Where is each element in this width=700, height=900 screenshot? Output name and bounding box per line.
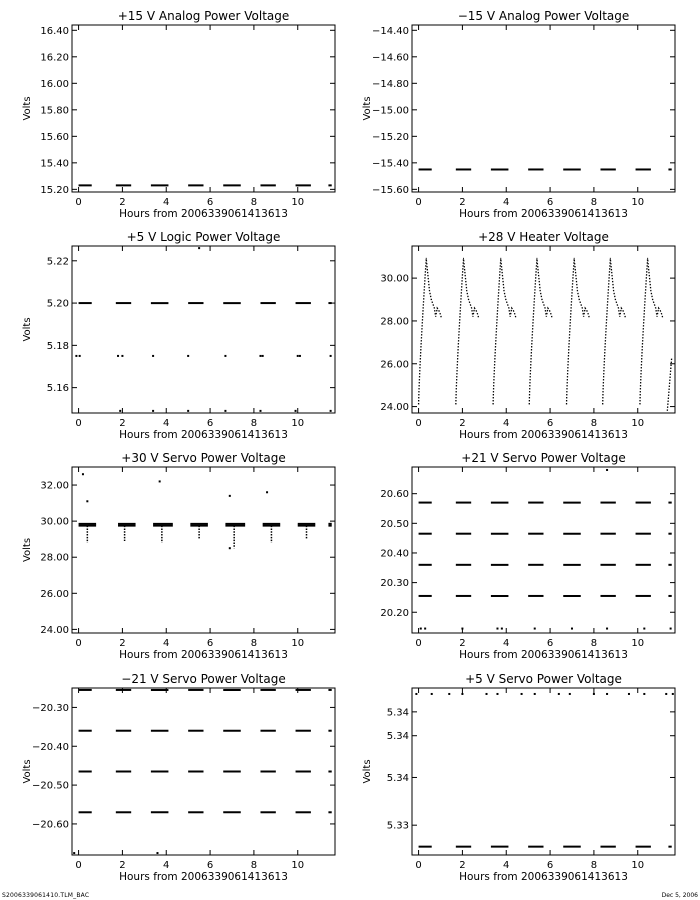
x-tick-label: 4 bbox=[163, 418, 170, 429]
chart-title: −15 V Analog Power Voltage bbox=[457, 9, 630, 23]
outlier-point bbox=[86, 500, 88, 502]
data-series bbox=[79, 473, 332, 549]
x-tick-label: 2 bbox=[459, 638, 466, 649]
x-tick-label: 2 bbox=[119, 860, 126, 871]
outlier-point bbox=[152, 355, 154, 357]
outlier-point bbox=[330, 410, 332, 412]
chart-panel-6 bbox=[380, 451, 675, 661]
y-tick-label: 15.80 bbox=[40, 105, 69, 117]
x-tick-label: 0 bbox=[75, 197, 82, 208]
outlier-point bbox=[82, 473, 84, 475]
chart-title: +30 V Servo Power Voltage bbox=[121, 451, 286, 465]
x-tick-label: 2 bbox=[459, 197, 466, 208]
x-tick-label: 6 bbox=[546, 860, 554, 871]
outlier-point bbox=[259, 410, 261, 412]
x-tick-label: 6 bbox=[546, 638, 554, 649]
outlier-point bbox=[606, 693, 608, 695]
chart-title: +5 V Servo Power Voltage bbox=[465, 672, 622, 686]
outlier-point bbox=[266, 491, 268, 493]
x-tick-label: 10 bbox=[631, 638, 645, 649]
outlier-point bbox=[558, 693, 560, 695]
plot-frame bbox=[72, 25, 335, 192]
x-tick-label: 10 bbox=[631, 197, 645, 208]
x-tick-label: 6 bbox=[206, 418, 214, 429]
footer-date: Dec 5, 2006 bbox=[661, 892, 698, 899]
y-tick-label: 5.18 bbox=[46, 340, 69, 352]
chart-panel-5 bbox=[22, 451, 335, 661]
outlier-point bbox=[187, 355, 189, 357]
y-tick-label: 32.00 bbox=[40, 480, 69, 492]
x-axis-label: Hours from 2006339061413613 bbox=[459, 429, 628, 441]
chart-panel-3 bbox=[22, 230, 335, 441]
outlier-point bbox=[571, 628, 573, 630]
y-tick-label: 30.00 bbox=[40, 516, 69, 528]
x-tick-label: 0 bbox=[75, 418, 82, 429]
chart-title: +15 V Analog Power Voltage bbox=[117, 9, 290, 23]
outlier-point bbox=[643, 628, 645, 630]
outlier-point bbox=[73, 852, 75, 854]
x-tick-label: 2 bbox=[119, 638, 126, 649]
x-tick-label: 2 bbox=[459, 418, 466, 429]
data-series bbox=[419, 258, 672, 411]
outlier-point bbox=[229, 495, 231, 497]
plot-frame bbox=[412, 467, 675, 633]
x-axis-label: Hours from 2006339061413613 bbox=[459, 649, 628, 661]
x-tick-label: 10 bbox=[631, 418, 645, 429]
y-tick-label: 5.22 bbox=[46, 256, 69, 268]
outlier-point bbox=[299, 355, 301, 357]
outlier-point bbox=[461, 628, 463, 630]
outlier-point bbox=[534, 628, 536, 630]
x-axis-label: Hours from 2006339061413613 bbox=[119, 429, 288, 441]
y-axis-label: Volts bbox=[362, 759, 373, 784]
x-tick-label: 10 bbox=[291, 197, 305, 208]
x-axis-label: Hours from 2006339061413613 bbox=[119, 649, 288, 661]
chart-title: +28 V Heater Voltage bbox=[478, 230, 609, 244]
outlier-point bbox=[330, 355, 332, 357]
outlier-point bbox=[670, 628, 672, 630]
data-series bbox=[75, 247, 331, 412]
y-tick-label: 20.40 bbox=[380, 548, 409, 560]
x-tick-label: 10 bbox=[291, 418, 305, 429]
chart-title: +5 V Logic Power Voltage bbox=[126, 230, 281, 244]
y-tick-label: 16.00 bbox=[40, 78, 69, 90]
x-tick-label: 0 bbox=[415, 638, 422, 649]
outlier-point bbox=[159, 480, 161, 482]
plot-frame bbox=[412, 25, 675, 192]
outlier-point bbox=[187, 410, 189, 412]
outlier-point bbox=[224, 410, 226, 412]
y-tick-label: 16.20 bbox=[40, 52, 69, 64]
plot-frame bbox=[72, 246, 335, 413]
x-axis-label: Hours from 2006339061413613 bbox=[119, 871, 288, 883]
y-tick-label: 28.00 bbox=[380, 316, 409, 328]
x-tick-label: 2 bbox=[119, 418, 126, 429]
outlier-point bbox=[262, 355, 264, 357]
y-tick-label: 30.00 bbox=[380, 273, 409, 285]
x-tick-label: 6 bbox=[206, 860, 214, 871]
outlier-point bbox=[628, 693, 630, 695]
y-tick-label: −15.20 bbox=[371, 131, 409, 143]
outlier-point bbox=[297, 355, 299, 357]
x-tick-label: 2 bbox=[119, 197, 126, 208]
y-axis-label: Volts bbox=[22, 96, 33, 121]
y-axis-label: Volts bbox=[22, 317, 33, 342]
y-tick-label: 16.40 bbox=[40, 25, 69, 37]
outlier-point bbox=[75, 355, 77, 357]
y-tick-label: −15.00 bbox=[371, 105, 409, 117]
heater-cycle-line bbox=[493, 259, 516, 405]
heater-end-ramp bbox=[667, 357, 671, 411]
outlier-point bbox=[643, 693, 645, 695]
x-tick-label: 6 bbox=[206, 638, 214, 649]
heater-cycle-line bbox=[419, 259, 442, 405]
x-tick-label: 4 bbox=[503, 418, 510, 429]
chart-panel-1 bbox=[22, 9, 335, 220]
y-tick-label: 24.00 bbox=[380, 402, 409, 414]
y-tick-label: 5.34 bbox=[386, 707, 409, 719]
x-tick-label: 4 bbox=[503, 197, 510, 208]
y-tick-label: 20.20 bbox=[380, 607, 409, 619]
outlier-point bbox=[119, 410, 121, 412]
outlier-point bbox=[229, 547, 231, 549]
outlier-point bbox=[152, 410, 154, 412]
y-tick-label: −14.60 bbox=[371, 52, 409, 64]
x-tick-label: 0 bbox=[75, 860, 82, 871]
data-series bbox=[73, 690, 332, 854]
x-tick-label: 4 bbox=[163, 860, 170, 871]
x-tick-label: 6 bbox=[546, 197, 554, 208]
y-tick-label: 5.34 bbox=[386, 731, 409, 743]
y-tick-label: −20.50 bbox=[31, 780, 69, 792]
x-tick-label: 8 bbox=[590, 418, 598, 429]
outlier-point bbox=[501, 628, 503, 630]
data-series bbox=[419, 469, 672, 630]
y-tick-label: 24.00 bbox=[40, 624, 69, 636]
heater-cycle-line bbox=[567, 259, 590, 405]
x-tick-label: 4 bbox=[163, 638, 170, 649]
x-tick-label: 8 bbox=[590, 638, 598, 649]
x-tick-label: 0 bbox=[415, 418, 422, 429]
outlier-point bbox=[461, 693, 463, 695]
chart-panel-4 bbox=[380, 230, 675, 441]
outlier-point bbox=[224, 355, 226, 357]
outlier-point bbox=[606, 469, 608, 471]
x-tick-label: 6 bbox=[546, 418, 554, 429]
x-tick-label: 0 bbox=[415, 197, 422, 208]
y-axis-label: Volts bbox=[22, 537, 33, 563]
outlier-point bbox=[486, 693, 488, 695]
outlier-point bbox=[665, 693, 667, 695]
y-tick-label: −20.60 bbox=[31, 819, 69, 831]
x-tick-label: 10 bbox=[631, 860, 645, 871]
y-tick-label: 26.00 bbox=[40, 588, 69, 600]
outlier-point bbox=[415, 693, 417, 695]
y-tick-label: −14.80 bbox=[371, 78, 409, 90]
x-axis-label: Hours from 2006339061413613 bbox=[119, 208, 288, 220]
y-tick-label: −14.40 bbox=[371, 25, 409, 37]
y-tick-label: 5.33 bbox=[386, 820, 409, 832]
x-axis-label: Hours from 2006339061413613 bbox=[459, 871, 628, 883]
y-tick-label: −20.30 bbox=[31, 702, 69, 714]
y-tick-label: 15.40 bbox=[40, 158, 69, 170]
x-tick-label: 0 bbox=[415, 860, 422, 871]
outlier-point bbox=[593, 693, 595, 695]
footer-filename: S2006339061410.TLM_BAC bbox=[2, 892, 90, 899]
outlier-point bbox=[79, 355, 81, 357]
x-tick-label: 6 bbox=[206, 197, 214, 208]
y-axis-label: Volts bbox=[362, 96, 373, 121]
x-tick-label: 2 bbox=[459, 860, 466, 871]
chart-title: +21 V Servo Power Voltage bbox=[461, 451, 626, 465]
chart-title: −21 V Servo Power Voltage bbox=[121, 672, 286, 686]
outlier-point bbox=[424, 628, 426, 630]
outlier-point bbox=[198, 247, 200, 249]
heater-cycle-line bbox=[529, 259, 552, 405]
outlier-point bbox=[569, 693, 571, 695]
x-tick-label: 8 bbox=[250, 418, 258, 429]
plot-frame bbox=[72, 467, 335, 633]
x-tick-label: 8 bbox=[250, 638, 258, 649]
chart-panel-7 bbox=[22, 672, 335, 883]
y-tick-label: 20.60 bbox=[380, 489, 409, 501]
x-tick-label: 4 bbox=[163, 197, 170, 208]
x-tick-label: 0 bbox=[75, 638, 82, 649]
y-tick-label: 20.50 bbox=[380, 518, 409, 530]
plot-frame bbox=[412, 688, 675, 855]
y-tick-label: −15.40 bbox=[371, 158, 409, 170]
y-tick-label: 26.00 bbox=[380, 359, 409, 371]
outlier-point bbox=[121, 355, 123, 357]
outlier-point bbox=[259, 355, 261, 357]
y-tick-label: −15.60 bbox=[371, 184, 409, 196]
y-tick-label: −20.40 bbox=[31, 741, 69, 753]
x-tick-label: 8 bbox=[590, 860, 598, 871]
outlier-point bbox=[295, 410, 297, 412]
chart-panel-2 bbox=[362, 9, 675, 220]
outlier-point bbox=[672, 693, 674, 695]
heater-cycle-line bbox=[603, 259, 626, 405]
y-tick-label: 15.60 bbox=[40, 131, 69, 143]
x-tick-label: 8 bbox=[590, 197, 598, 208]
x-tick-label: 4 bbox=[503, 638, 510, 649]
x-tick-label: 8 bbox=[250, 860, 258, 871]
outlier-point bbox=[496, 693, 498, 695]
y-tick-label: 5.16 bbox=[46, 383, 69, 395]
x-tick-label: 10 bbox=[291, 638, 305, 649]
y-tick-label: 28.00 bbox=[40, 552, 69, 564]
chart-panel-8 bbox=[362, 672, 675, 883]
y-tick-label: 15.20 bbox=[40, 184, 69, 196]
outlier-point bbox=[448, 693, 450, 695]
y-tick-label: 5.34 bbox=[386, 772, 409, 784]
outlier-point bbox=[420, 628, 422, 630]
x-tick-label: 8 bbox=[250, 197, 258, 208]
y-tick-label: 5.20 bbox=[46, 298, 69, 310]
heater-cycle-line bbox=[640, 259, 663, 405]
plot-frame bbox=[412, 246, 675, 413]
y-axis-label: Volts bbox=[22, 759, 33, 784]
data-series bbox=[415, 693, 673, 847]
y-tick-label: 20.30 bbox=[380, 578, 409, 590]
x-axis-label: Hours from 2006339061413613 bbox=[459, 208, 628, 220]
outlier-point bbox=[606, 628, 608, 630]
x-tick-label: 4 bbox=[503, 860, 510, 871]
outlier-point bbox=[496, 628, 498, 630]
outlier-point bbox=[156, 852, 158, 854]
outlier-point bbox=[431, 693, 433, 695]
x-tick-label: 10 bbox=[291, 860, 305, 871]
outlier-point bbox=[534, 693, 536, 695]
outlier-point bbox=[117, 355, 119, 357]
heater-cycle-line bbox=[456, 259, 479, 405]
outlier-point bbox=[521, 693, 523, 695]
